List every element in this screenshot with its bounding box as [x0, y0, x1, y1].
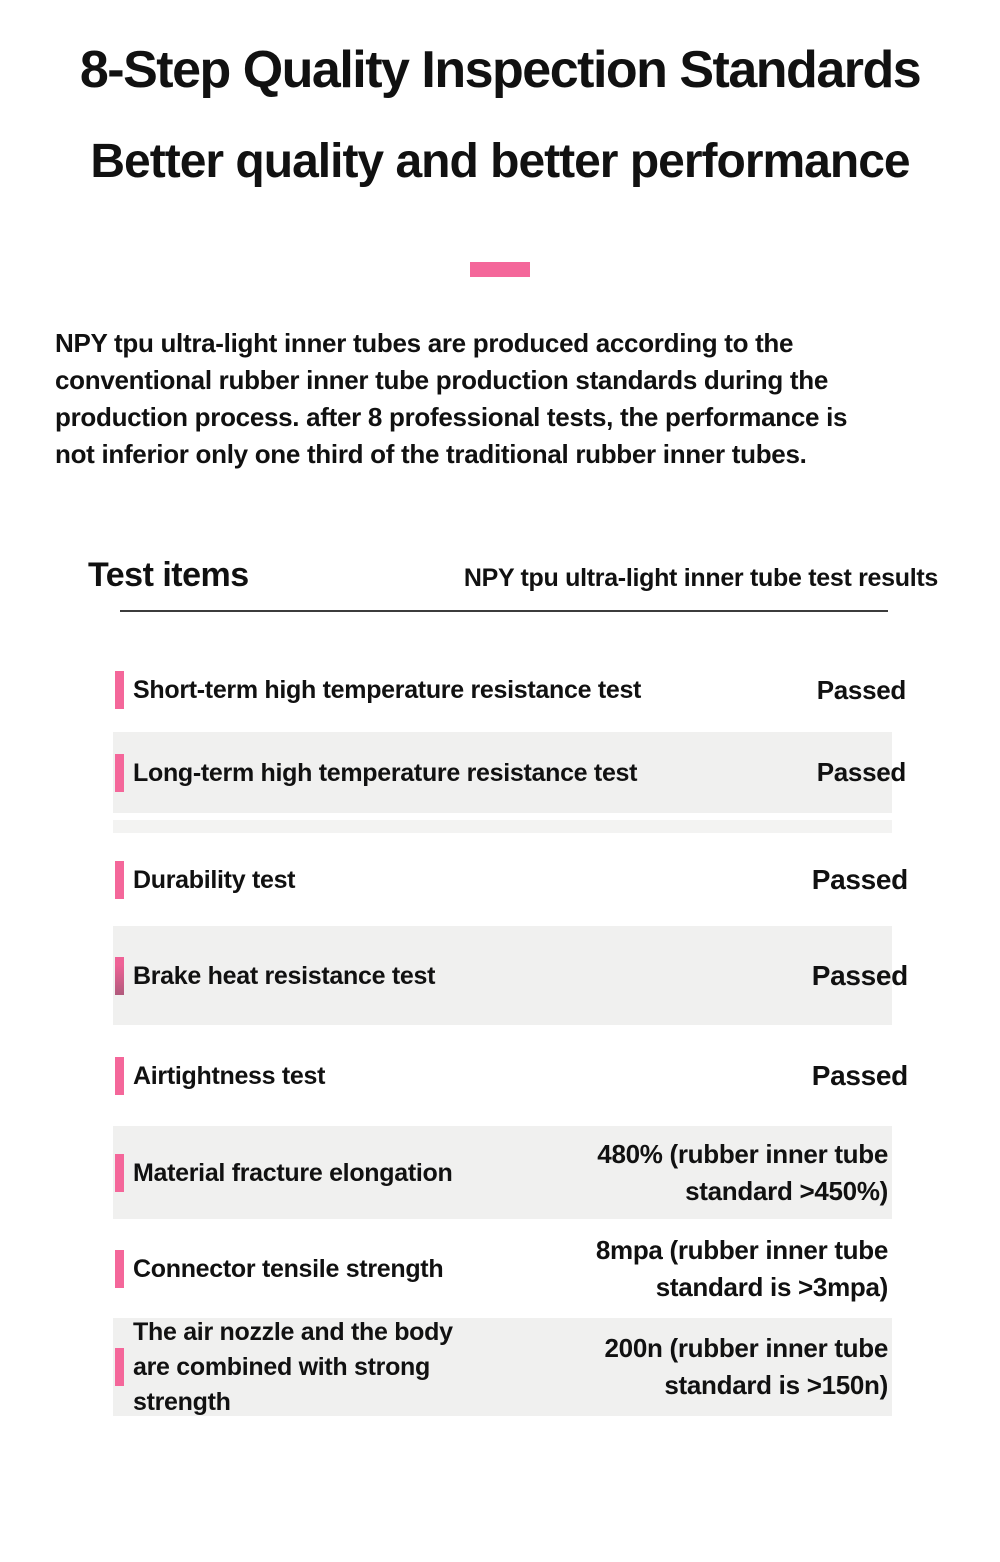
test-result-line: 8mpa (rubber inner tube [595, 1234, 888, 1265]
test-item-line: strength [133, 1387, 231, 1416]
test-result-line: Passed [811, 1060, 908, 1091]
row-accent-bar [115, 1250, 124, 1288]
test-item-line: Airtightness test [133, 1061, 326, 1090]
test-item-line: are combined with strong [133, 1352, 430, 1381]
test-result-line: standard is >3mpa) [655, 1271, 888, 1302]
test-result-line: Passed [816, 757, 906, 787]
row-shadow-strip [113, 820, 892, 833]
test-item-line: Durability test [133, 865, 296, 894]
test-result-line: standard >450%) [685, 1175, 888, 1206]
table-row-airtightness [113, 1025, 908, 1126]
test-item-label [133, 1156, 597, 1190]
test-result-line: Passed [811, 960, 908, 991]
test-result-line: 480% (rubber inner tube [597, 1138, 888, 1169]
intro-line: production process. after 8 professional tests, the performance is [55, 402, 848, 432]
test-result-line: 200n (rubber inner tube [604, 1333, 888, 1363]
test-item-line: Brake heat resistance test [133, 961, 436, 990]
test-result [817, 754, 906, 791]
table-row-air-nozzle-strength [113, 1318, 892, 1416]
table-results-header: NPY tpu ultra-light inner tube test results [463, 564, 938, 592]
row-accent-bar [115, 861, 124, 899]
table-row-brake-heat [113, 926, 908, 1025]
header-rule [120, 610, 888, 612]
test-item-line: Material fracture elongation [133, 1158, 453, 1187]
test-item-line: Long-term high temperature resistance test [133, 758, 638, 787]
test-result [812, 957, 908, 994]
accent-divider [470, 262, 530, 277]
intro-line: conventional rubber inner tube production standards during the [55, 365, 828, 395]
page-subtitle: Better quality and better performance [90, 135, 910, 188]
test-result-line: standard is >150n) [664, 1370, 888, 1400]
test-item-line: Short-term high temperature resistance test [133, 676, 642, 704]
table-row-material-fracture-elongation [113, 1126, 892, 1219]
table-items-header: Test items [88, 556, 249, 594]
table-header [88, 551, 938, 595]
test-item-line: Connector tensile strength [133, 1254, 444, 1283]
test-result-line: Passed [811, 864, 908, 895]
row-accent-bar [115, 1154, 124, 1192]
test-item-line: The air nozzle and the body [133, 1317, 453, 1346]
test-result [605, 1330, 888, 1404]
test-results-table [0, 648, 1000, 1416]
page-title: 8-Step Quality Inspection Standards [79, 41, 921, 99]
intro-line: not inferior only one third of the traditional rubber inner tubes. [55, 439, 807, 469]
test-item-label [133, 673, 817, 707]
row-accent-bar [115, 671, 124, 709]
test-item-label [133, 863, 812, 897]
row-accent-bar [115, 1057, 124, 1095]
test-result [817, 672, 906, 709]
table-row-connector-tensile-strength [113, 1219, 892, 1318]
table-row-short-term-high-temp [113, 648, 906, 732]
test-result [812, 861, 908, 898]
test-result [597, 1136, 888, 1210]
row-accent-bar [115, 754, 124, 792]
row-accent-bar [115, 1348, 124, 1386]
test-result [596, 1232, 888, 1306]
test-result [812, 1057, 908, 1094]
row-accent-bar [115, 957, 124, 995]
intro-line: NPY tpu ultra-light inner tubes are produced according to the [55, 328, 794, 358]
table-row-durability [113, 833, 908, 926]
test-result-line: Passed [816, 674, 906, 705]
test-item-label [133, 959, 812, 993]
test-item-label [133, 1252, 596, 1286]
test-item-label [133, 756, 817, 790]
table-row-long-term-high-temp [113, 732, 906, 813]
test-item-label [133, 1315, 605, 1420]
test-item-label [133, 1059, 812, 1093]
intro-paragraph [55, 325, 945, 473]
